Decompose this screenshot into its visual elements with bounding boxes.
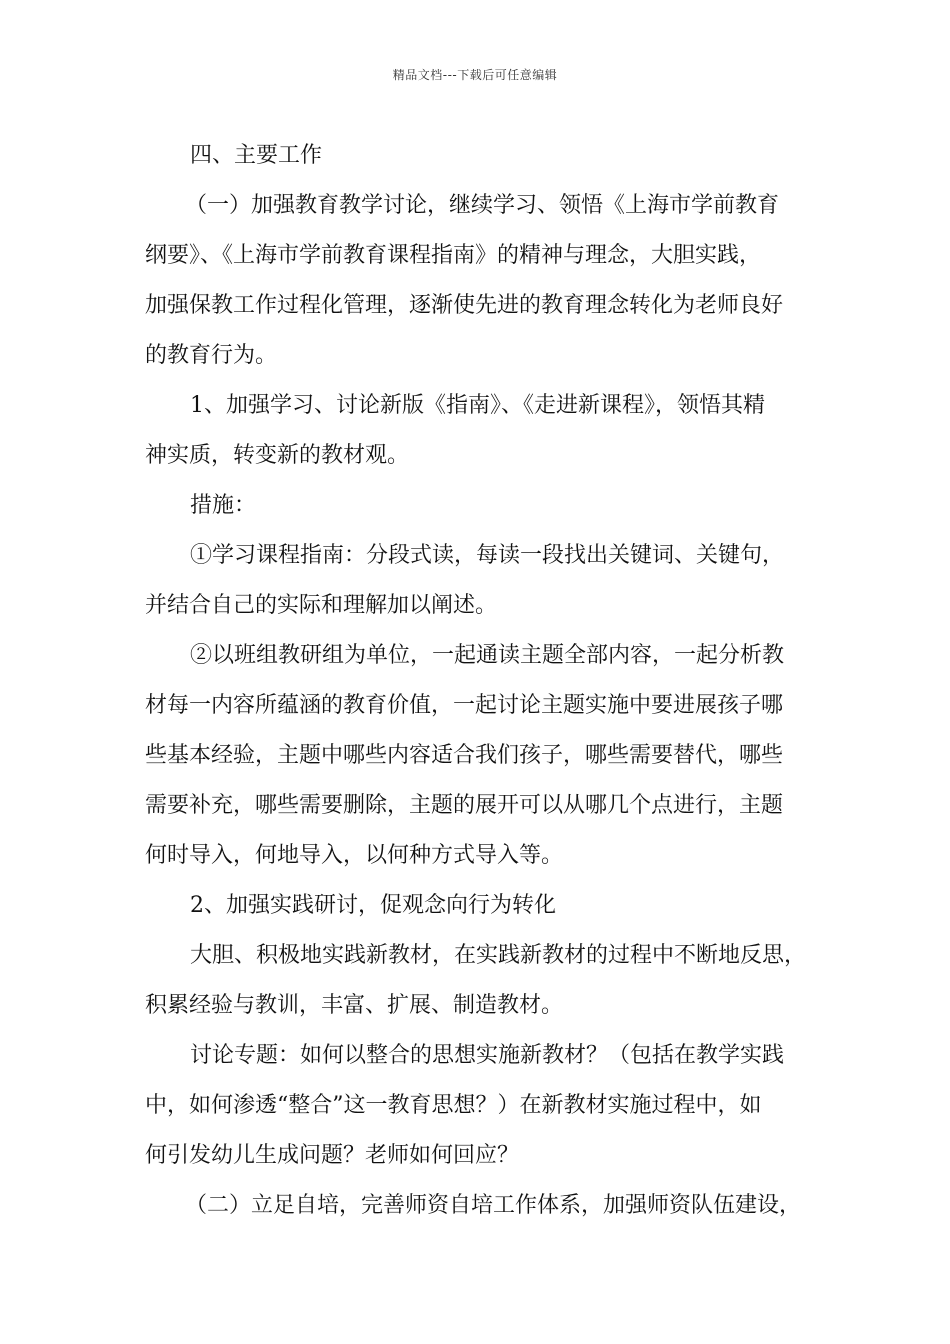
paragraph-discussion-topic: [145, 1031, 810, 1181]
text-line: 纲要》、《上海市学前教育课程指南》的精神与理念，大胆实践，: [145, 243, 762, 268]
paragraph-item-1: [145, 381, 810, 481]
paragraph-section-1: [145, 181, 810, 381]
text-line: 四、主要工作: [190, 143, 323, 168]
heading-main-work: [145, 131, 810, 181]
paragraph-section-2: [145, 1181, 810, 1231]
text-line: ①学习课程指南：分段式读，每读一段找出关键词、关键句，: [190, 543, 785, 568]
text-line: 神实质，转变新的教材观。: [145, 443, 410, 468]
text-line: 何时导入，何地导入，以何种方式导入等。: [145, 843, 564, 868]
text-line: 材每一内容所蕴涵的教育价值，一起讨论主题实施中要进展孩子哪: [145, 693, 784, 718]
text-line: 的教育行为。: [145, 343, 278, 368]
text-line: 措施：: [190, 493, 257, 518]
text-line: 积累经验与教训，丰富、扩展、制造教材。: [145, 993, 564, 1018]
paragraph-measure-1: [145, 531, 810, 631]
text-line: （二）立足自培，完善师资自培工作体系，加强师资队伍建设，: [185, 1193, 802, 1218]
text-line: 大胆、积极地实践新教材，在实践新教材的过程中不断地反思，: [190, 943, 807, 968]
paragraph-item-2: [145, 881, 810, 931]
document-body: [145, 131, 810, 1231]
text-line: ②以班组教研组为单位，一起通读主题全部内容，一起分析教: [190, 643, 785, 668]
text-line: 中，如何渗透“整合”这一教育思想？）在新教材实施过程中，如: [145, 1093, 762, 1118]
page-header: 精品文档---下载后可任意编辑: [392, 68, 558, 82]
paragraph-practice: [145, 931, 810, 1031]
text-line: 些基本经验，主题中哪些内容适合我们孩子，哪些需要替代，哪些: [145, 743, 784, 768]
text-line: 加强保教工作过程化管理，逐渐使先进的教育理念转化为老师良好: [145, 293, 784, 318]
text-line: 1、加强学习、讨论新版《指南》、《走进新课程》，领悟其精: [190, 393, 765, 418]
text-line: 需要补充，哪些需要删除，主题的展开可以从哪几个点进行，主题: [145, 793, 784, 818]
text-line: 并结合自己的实际和理解加以阐述。: [145, 593, 498, 618]
text-line: 2、加强实践研讨，促观念向行为转化: [190, 893, 556, 918]
paragraph-measure-2: [145, 631, 810, 881]
text-line: 讨论专题：如何以整合的思想实施新教材？（包括在教学实践: [190, 1043, 785, 1068]
paragraph-measures-label: [145, 481, 810, 531]
text-line: （一）加强教育教学讨论，继续学习、领悟《上海市学前教育: [185, 193, 780, 218]
text-line: 何引发幼儿生成问题？老师如何回应？: [145, 1143, 520, 1168]
